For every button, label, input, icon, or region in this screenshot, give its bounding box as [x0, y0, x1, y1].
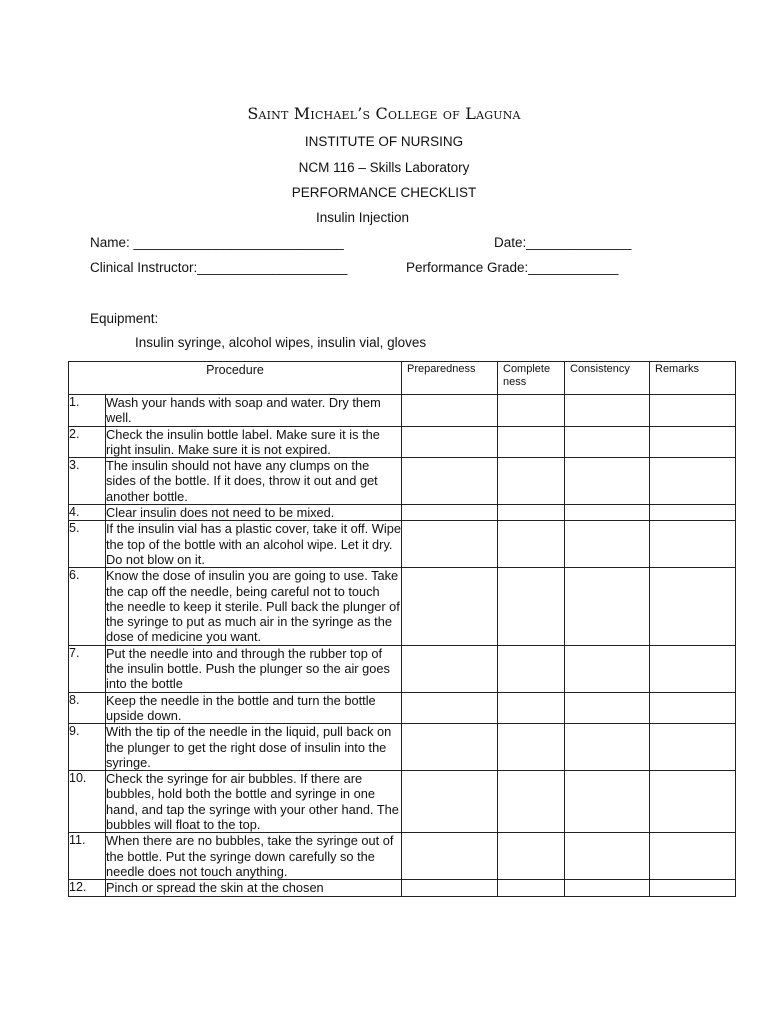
grade-field[interactable]: Performance Grade:____________	[406, 260, 619, 275]
preparedness-cell[interactable]	[402, 395, 498, 427]
step-number: 1.	[69, 395, 106, 427]
remarks-cell[interactable]	[650, 724, 736, 771]
preparedness-cell[interactable]	[402, 645, 498, 692]
procedure-header: Procedure	[69, 362, 402, 395]
completeness-cell[interactable]	[498, 568, 565, 645]
consistency-cell[interactable]	[565, 426, 650, 458]
completeness-cell[interactable]	[498, 833, 565, 880]
step-text: Clear insulin does not need to be mixed.	[106, 505, 402, 521]
step-number: 3.	[69, 458, 106, 505]
remarks-cell[interactable]	[650, 645, 736, 692]
step-number: 8.	[69, 692, 106, 724]
step-text: Check the insulin bottle label. Make sure it is the right insulin. Make sure it is not expired.	[106, 426, 402, 458]
consistency-cell[interactable]	[565, 645, 650, 692]
completeness-cell[interactable]	[498, 505, 565, 521]
remarks-cell[interactable]	[650, 771, 736, 833]
remarks-cell[interactable]	[650, 521, 736, 568]
completeness-header: Complete ness	[498, 362, 565, 395]
step-number: 9.	[69, 724, 106, 771]
completeness-cell[interactable]	[498, 771, 565, 833]
completeness-cell[interactable]	[498, 458, 565, 505]
completeness-cell[interactable]	[498, 426, 565, 458]
table-row	[69, 645, 736, 692]
table-row	[69, 724, 736, 771]
consistency-cell[interactable]	[565, 724, 650, 771]
remarks-cell[interactable]	[650, 395, 736, 427]
remarks-cell[interactable]	[650, 458, 736, 505]
consistency-header: Consistency	[565, 362, 650, 395]
table-row	[69, 458, 736, 505]
document-type: PERFORMANCE CHECKLIST	[291, 185, 477, 200]
completeness-cell[interactable]	[498, 692, 565, 724]
table-row	[69, 505, 736, 521]
performance-checklist-table	[68, 361, 736, 897]
equipment-label: Equipment:	[90, 311, 159, 326]
consistency-cell[interactable]	[565, 692, 650, 724]
table-row	[69, 426, 736, 458]
table-header-row	[69, 362, 736, 395]
consistency-cell[interactable]	[565, 771, 650, 833]
step-number: 2.	[69, 426, 106, 458]
remarks-cell[interactable]	[650, 505, 736, 521]
step-text: Check the syringe for air bubbles. If there are bubbles, hold both the bottle and syringe in one hand, and tap the syringe with your other hand. The bubbles will float to the top.	[106, 771, 402, 833]
remarks-cell[interactable]	[650, 426, 736, 458]
step-text: When there are no bubbles, take the syringe out of the bottle. Put the syringe down carefully so the needle does not touch anything.	[106, 833, 402, 880]
table-row	[69, 771, 736, 833]
remarks-cell[interactable]	[650, 880, 736, 896]
table-row	[69, 692, 736, 724]
preparedness-cell[interactable]	[402, 505, 498, 521]
step-text: The insulin should not have any clumps on the sides of the bottle. If it does, throw it out and get another bottle.	[106, 458, 402, 505]
completeness-cell[interactable]	[498, 880, 565, 896]
remarks-cell[interactable]	[650, 833, 736, 880]
date-field[interactable]: Date:______________	[494, 235, 632, 250]
remarks-cell[interactable]	[650, 692, 736, 724]
preparedness-cell[interactable]	[402, 568, 498, 645]
name-field[interactable]: Name: ____________________________	[90, 235, 344, 250]
step-text: Wash your hands with soap and water. Dry them well.	[106, 395, 402, 427]
table-row	[69, 395, 736, 427]
course-title: NCM 116 – Skills Laboratory	[298, 160, 470, 175]
consistency-cell[interactable]	[565, 568, 650, 645]
completeness-cell[interactable]	[498, 645, 565, 692]
step-text: If the insulin vial has a plastic cover, take it off. Wipe the top of the bottle with an alcohol wipe. Let it dry. Do not blow on it.	[106, 521, 401, 567]
preparedness-cell[interactable]	[402, 833, 498, 880]
step-text: Pinch or spread the skin at the chosen	[106, 880, 402, 896]
remarks-cell[interactable]	[650, 568, 736, 645]
consistency-cell[interactable]	[565, 505, 650, 521]
step-number: 7.	[69, 645, 106, 692]
step-number: 6.	[69, 568, 106, 645]
college-name: Saint Michael’s College of Laguna	[247, 104, 521, 123]
table-row	[69, 521, 736, 568]
step-number: 10.	[69, 771, 106, 833]
step-text: Put the needle into and through the rubber top of the insulin bottle. Push the plunger so the air goes into the bottle	[106, 645, 402, 692]
completeness-cell[interactable]	[498, 395, 565, 427]
preparedness-cell[interactable]	[402, 771, 498, 833]
consistency-cell[interactable]	[565, 395, 650, 427]
institute-name: INSTITUTE OF NURSING	[304, 134, 464, 149]
step-text: With the tip of the needle in the liquid, pull back on the plunger to get the right dose of insulin into the syringe.	[106, 724, 402, 771]
preparedness-cell[interactable]	[402, 426, 498, 458]
preparedness-cell[interactable]	[402, 521, 498, 568]
step-number: 11.	[69, 833, 106, 880]
preparedness-cell[interactable]	[402, 458, 498, 505]
completeness-cell[interactable]	[498, 724, 565, 771]
instructor-field[interactable]: Clinical Instructor:____________________	[90, 260, 348, 275]
consistency-cell[interactable]	[565, 458, 650, 505]
remarks-header: Remarks	[650, 362, 736, 395]
consistency-cell[interactable]	[565, 880, 650, 896]
table-row	[69, 880, 736, 896]
preparedness-cell[interactable]	[402, 880, 498, 896]
completeness-cell[interactable]	[498, 521, 565, 568]
equipment-list: Insulin syringe, alcohol wipes, insulin vial, gloves	[135, 335, 427, 350]
preparedness-cell[interactable]	[402, 724, 498, 771]
checklist-topic: Insulin Injection	[316, 210, 410, 225]
step-text: Keep the needle in the bottle and turn the bottle upside down.	[106, 692, 402, 724]
consistency-cell[interactable]	[565, 521, 650, 568]
table-row	[69, 833, 736, 880]
step-number: 5.	[69, 521, 106, 568]
step-text: Know the dose of insulin you are going to use. Take the cap off the needle, being careful not to touch the needle to keep it sterile. Pull back the plunger of the syringe to put as much air in the syringe as the dose of medicine you want.	[106, 568, 400, 645]
step-number: 12.	[69, 880, 106, 896]
preparedness-header: Preparedness	[402, 362, 498, 395]
preparedness-cell[interactable]	[402, 692, 498, 724]
consistency-cell[interactable]	[565, 833, 650, 880]
step-number: 4.	[69, 505, 106, 521]
table-row	[69, 568, 736, 645]
